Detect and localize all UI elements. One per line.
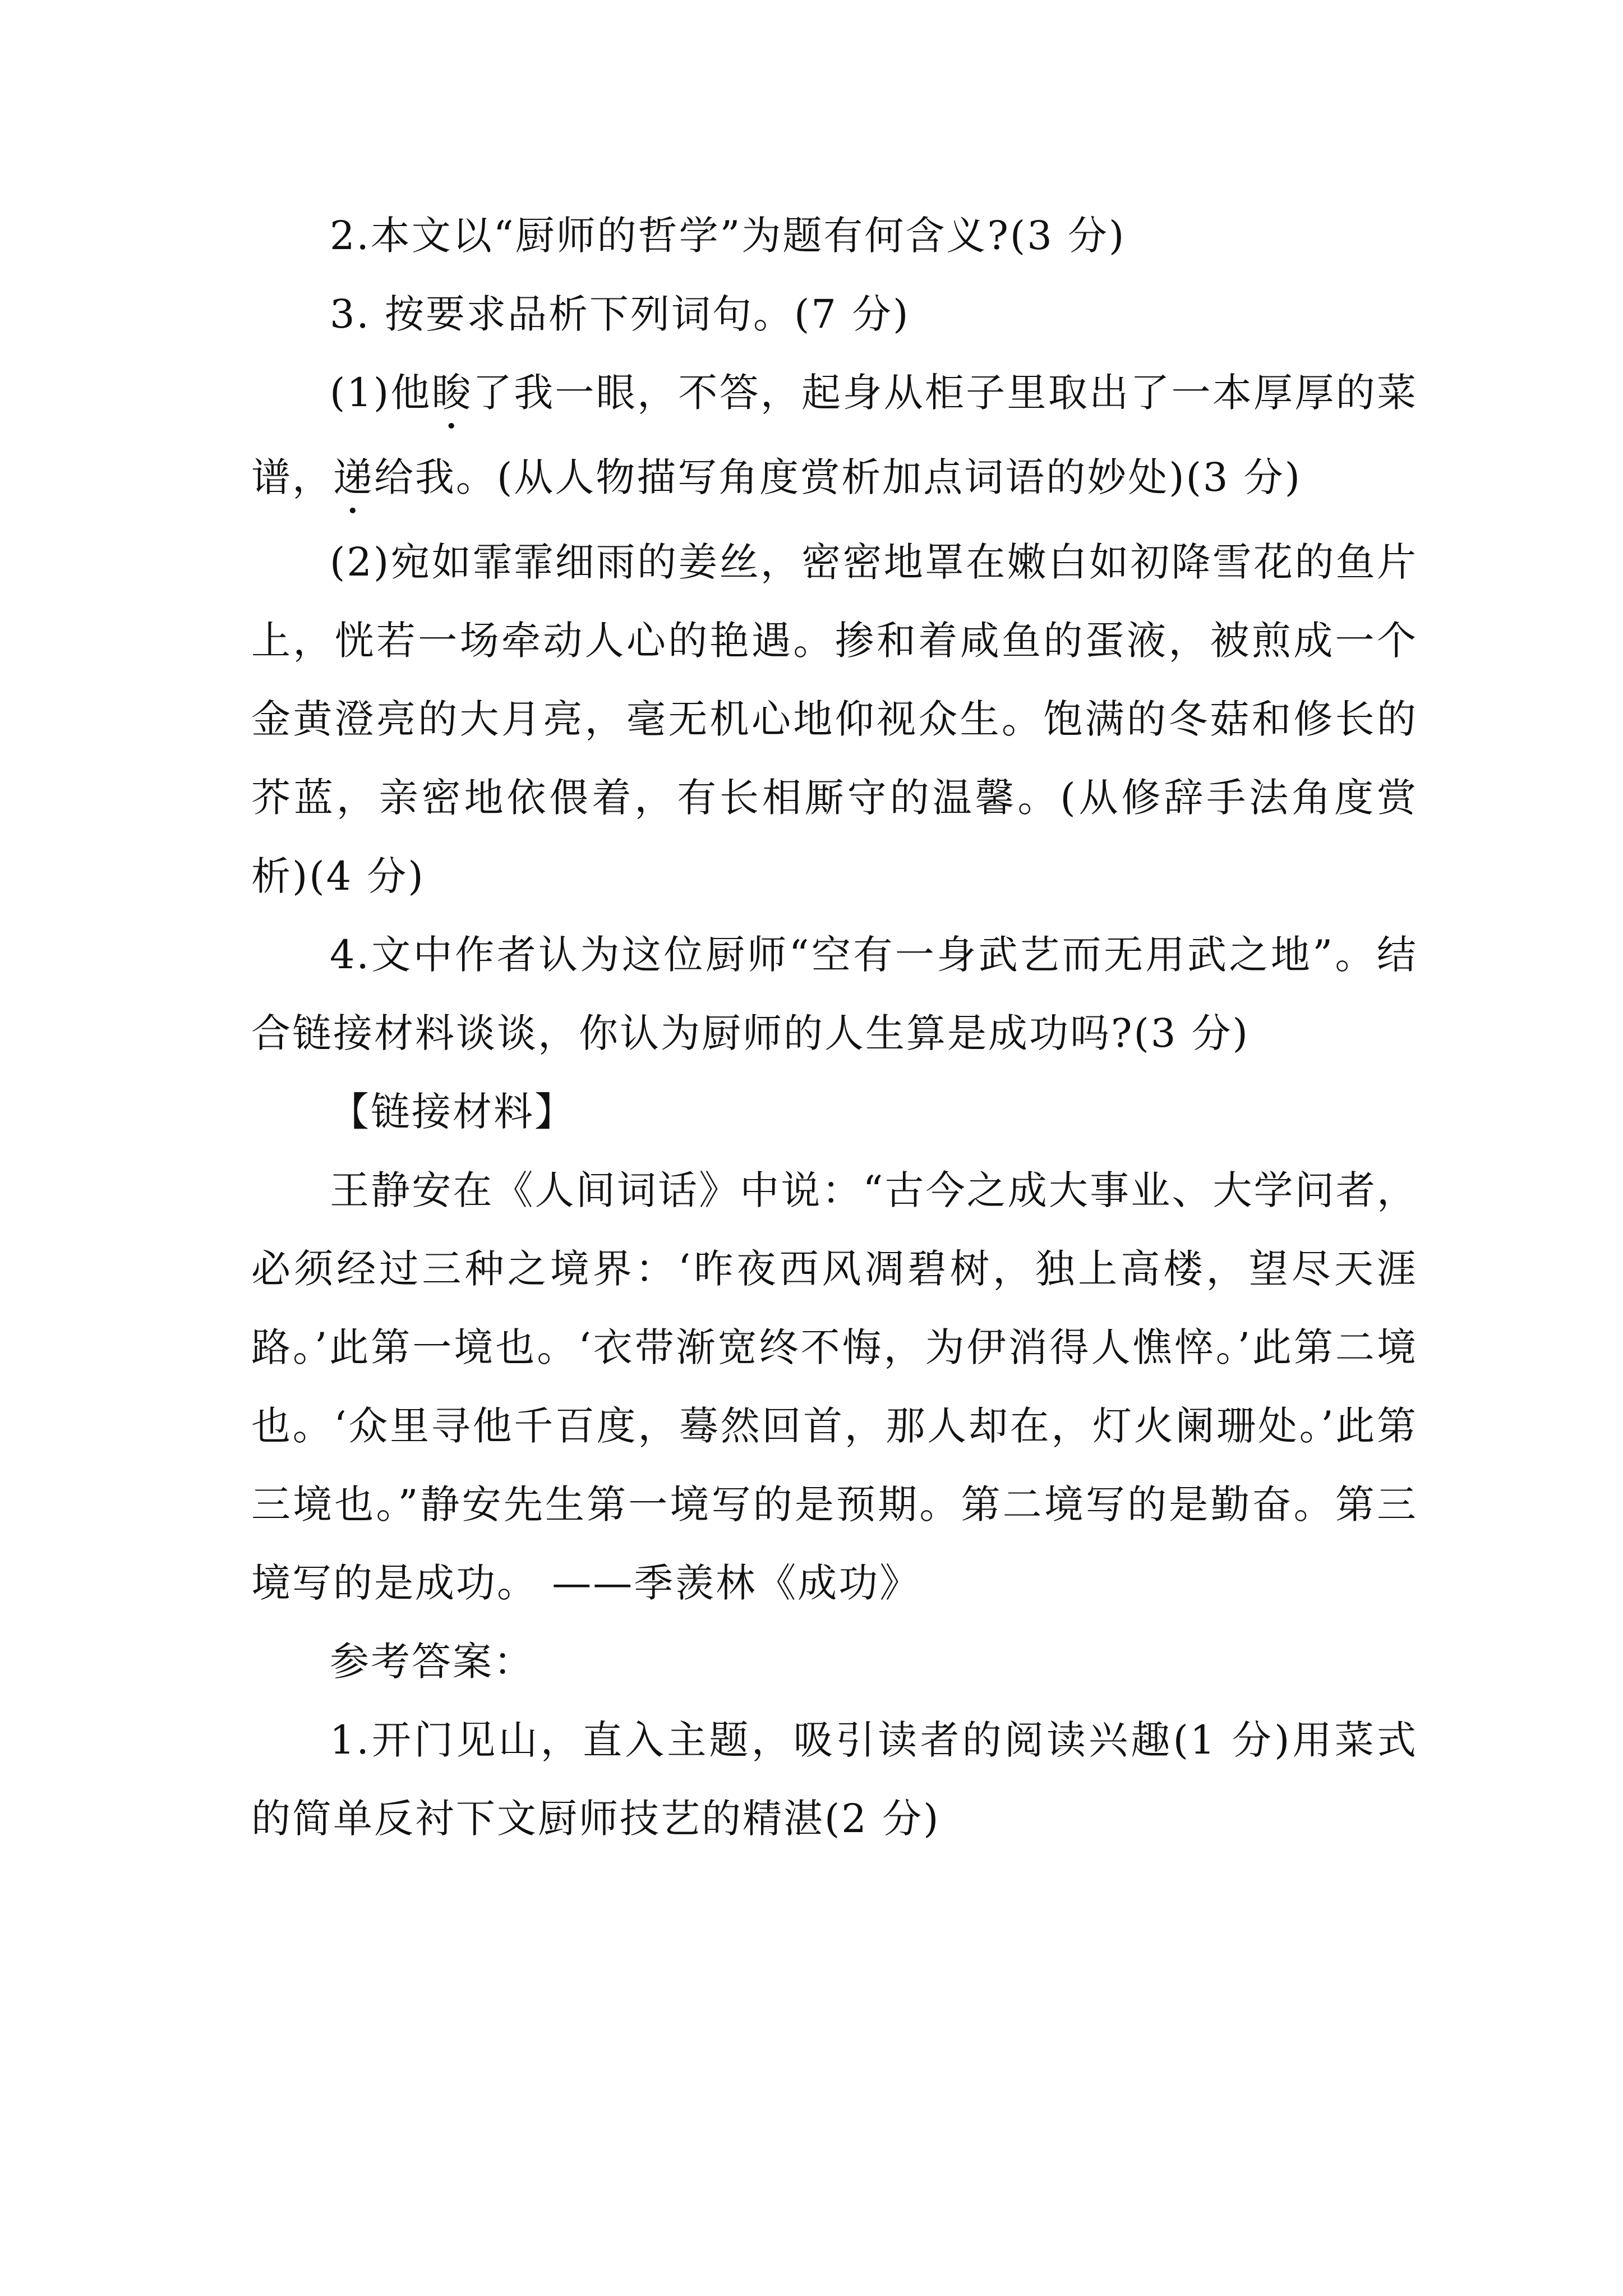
question-2: 2.本文以“厨师的哲学”为题有何含义?(3 分) [330,213,1126,259]
emphasized-word-2: 递 [333,454,374,500]
emphasized-word-1: 睃 [431,370,473,416]
question-3-1 [251,353,1418,523]
question-3-2: (2)宛如霏霏细雨的姜丝，密密地罩在嫩白如初降雪花的鱼片上，恍若一场牵动人心的艳遇。掺和着咸鱼的蛋液，被煎成一个金黄澄亮的大月亮，毫无机心地仰视众生。饱满的冬菇和修长的芥蓝，亲密地依偎着，有长相厮守的温馨。(从修辞手法角度赏析)(4 分) [251,539,1418,899]
link-material-text: 王静安在《人间词话》中说：“古今之成大事业、大学问者，必须经过三种之境界：‘昨夜西风凋碧树，独上高楼，望尽天涯路。’此第一境也。‘衣带渐宽终不悔，为伊消得人憔悴。’此第二境也。‘众里寻他千百度，蓦然回首，那人却在，灯火阑珊处。’此第三境也。”静安先生第一境写的是预期。第二境写的是勤奋。第三境写的是成功。 ——季羡林《成功》 [251,1167,1418,1606]
question-3: 3. 按要求品析下列词句。(7 分) [330,291,910,337]
question-3-1-mid: 了我一眼，不答，起身从柜子里取出了一本厚厚的菜谱， [251,370,1418,500]
question-3-1-prefix: (1)他 [330,370,432,416]
document-page [251,196,1418,1858]
answer-1: 1.开门见山，直入主题，吸引读者的阅读兴趣(1 分)用菜式的简单反衬下文厨师技艺的精湛(2 分) [251,1717,1418,1842]
link-material-heading: 【链接材料】 [330,1089,575,1135]
question-3-1-suffix: 给我。(从人物描写角度赏析加点词语的妙处)(3 分) [374,454,1302,500]
question-4: 4.文中作者认为这位厨师“空有一身武艺而无用武之地”。结合链接材料谈谈，你认为厨师的人生算是成功吗?(3 分) [251,932,1418,1056]
answers-heading: 参考答案： [330,1639,534,1685]
